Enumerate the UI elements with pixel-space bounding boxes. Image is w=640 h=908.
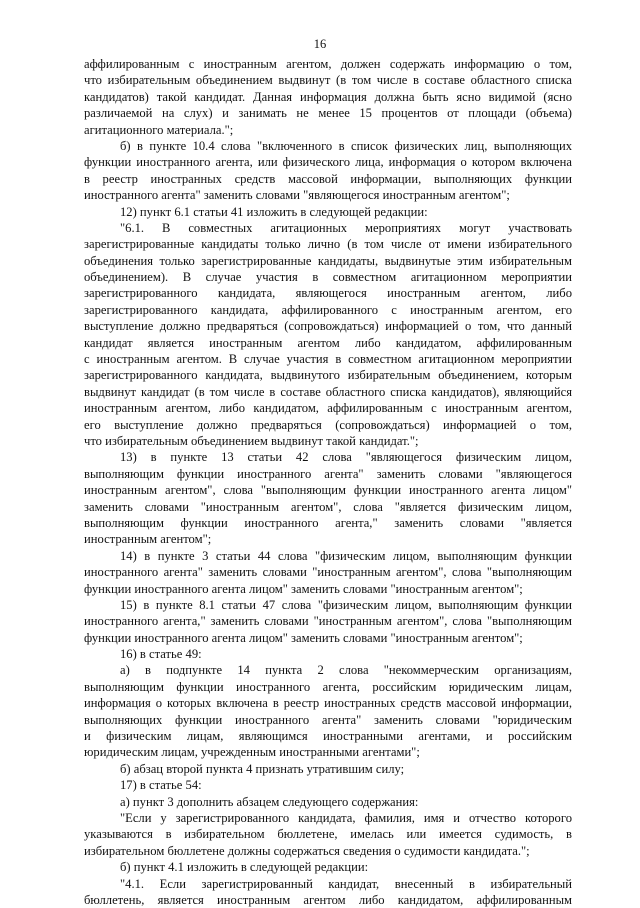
text-line: аффилированным с иностранным агентом, должен содержать информацию о том, <box>84 57 572 71</box>
text-line: его выступление должно предваряться (сопровождаться) информацией о том, <box>84 417 572 432</box>
text-line: выполняющим функции иностранного агента," заменить словами "является <box>84 515 572 530</box>
text-line: бюллетень, является иностранным агентом либо кандидатом, аффилированным <box>84 892 572 907</box>
text-line: избирательном бюллетене должны содержаться сведения о судимости кандидата."; <box>84 843 530 858</box>
text-line: различаемой на слух) и занимать не менее 15 процентов от площади (объема) <box>84 106 572 121</box>
text-line: иностранного агента," заменить словами "иностранным агентом", слова "выполняющим <box>84 614 572 629</box>
text-line: юридическим лицам, учрежденным иностранными агентами"; <box>84 745 420 760</box>
text-line: 13) в пункте 13 статьи 42 слова "являющегося физическим лицом, <box>120 450 572 465</box>
text-line: иностранным агентом, либо кандидатом, аффилированным с иностранным агентом, <box>84 401 572 416</box>
text-line: зарегистрированного кандидата, аффилированного с иностранным агентом, его <box>84 302 572 317</box>
text-line: б) пункт 4.1 изложить в следующей редакции: <box>120 860 369 875</box>
text-line: функции иностранного агента, или физического лица, информация о котором включена <box>84 155 572 170</box>
text-line: иностранным агентом", слова "выполняющим функции иностранного агента лицом" <box>84 483 572 498</box>
text-line: выполняющих функции иностранного агента" заменить словами "юридическим <box>84 712 572 727</box>
text-line: кандидат является иностранным агентом либо кандидатом, аффилированным <box>84 335 572 350</box>
text-line: иностранным агентом"; <box>84 532 212 547</box>
text-line: б) абзац второй пункта 4 признать утратившим силу; <box>120 761 405 776</box>
text-line: 12) пункт 6.1 статьи 41 изложить в следующей редакции: <box>120 204 428 219</box>
text-line: и физическим лицам, являющимся иностранными агентами, и российским <box>84 729 572 744</box>
text-line: иностранного агента" заменить словами "являющегося иностранным агентом"; <box>84 188 510 203</box>
text-line: "6.1. В совместных агитационных мероприятиях могут участвовать <box>120 220 572 235</box>
text-line: иностранного агента" заменить словами "иностранным агентом", слова "выполняющим <box>84 565 572 580</box>
text-line: "4.1. Если зарегистрированный кандидат, внесенный в избирательный <box>120 876 572 891</box>
text-line: зарегистрированные кандидаты только лично (в том числе от имени избирательного <box>84 237 572 252</box>
text-line: с иностранным агентом. В случае участия в совместном агитационном мероприятии <box>84 352 572 367</box>
text-line: заменить словами "иностранным агентом", слова "является физическим лицом, <box>84 499 572 514</box>
text-line: что избирательным объединением выдвинут (в том числе в составе областного списка <box>84 73 572 88</box>
text-line: выполняющим функции иностранного агента" заменить словами "являющегося <box>84 466 572 481</box>
text-line: зарегистрированного кандидата, являющегося иностранным агентом, либо <box>84 286 572 301</box>
document-body <box>84 56 572 908</box>
text-line: функции иностранного агента лицом" заменить словами "иностранным агентом"; <box>84 581 523 596</box>
text-line: выполняющим функции иностранного агента, российским юридическим лицам, <box>84 679 572 694</box>
text-line: что избирательным объединением выдвинут такой кандидат."; <box>84 433 419 448</box>
text-line: "Если у зарегистрированного кандидата, фамилия, имя и отчество которого <box>120 810 572 825</box>
text-line: указываются в избирательном бюллетене, имелась или имеется судимость, в <box>84 827 572 842</box>
text-line: объединением). В случае участия в совместном агитационном мероприятии <box>84 270 572 285</box>
text-line: 17) в статье 54: <box>120 778 202 793</box>
page-number: 16 <box>313 37 327 51</box>
text-line: в реестр иностранных средств массовой информации, выполняющих функции <box>84 171 572 186</box>
text-line: б) в пункте 10.4 слова "включенного в список физических лиц, выполняющих <box>120 138 572 153</box>
text-line: кандидатов) такой кандидат. Данная информация должна быть ясно видимой (ясно <box>84 89 572 104</box>
text-line: объединения только зарегистрированные кандидаты, выдвинутые этим избирательным <box>84 253 572 268</box>
text-line: агитационного материала."; <box>84 122 234 137</box>
text-line: а) в подпункте 14 пункта 2 слова "некоммерческим организациям, <box>120 663 572 678</box>
text-line: зарегистрированного кандидата, выдвинутого избирательным объединением, которым <box>84 368 572 383</box>
text-line: 14) в пункте 3 статьи 44 слова "физическим лицом, выполняющим функции <box>120 548 572 563</box>
text-line: выступление должно предваряться (сопровождаться) информацией о том, что данный <box>84 319 572 334</box>
text-line: 16) в статье 49: <box>120 647 202 662</box>
text-line: функции иностранного агента лицом" заменить словами "иностранным агентом"; <box>84 630 523 645</box>
text-line: выдвинут кандидат (в том числе в составе областного списка кандидатов), являющийся <box>84 384 572 399</box>
text-line: 15) в пункте 8.1 статьи 47 слова "физическим лицом, выполняющим функции <box>120 597 572 612</box>
text-line: а) пункт 3 дополнить абзацем следующего содержания: <box>120 794 419 809</box>
text-line: информация о которых включена в реестр иностранных средств массовой информации, <box>84 696 572 711</box>
